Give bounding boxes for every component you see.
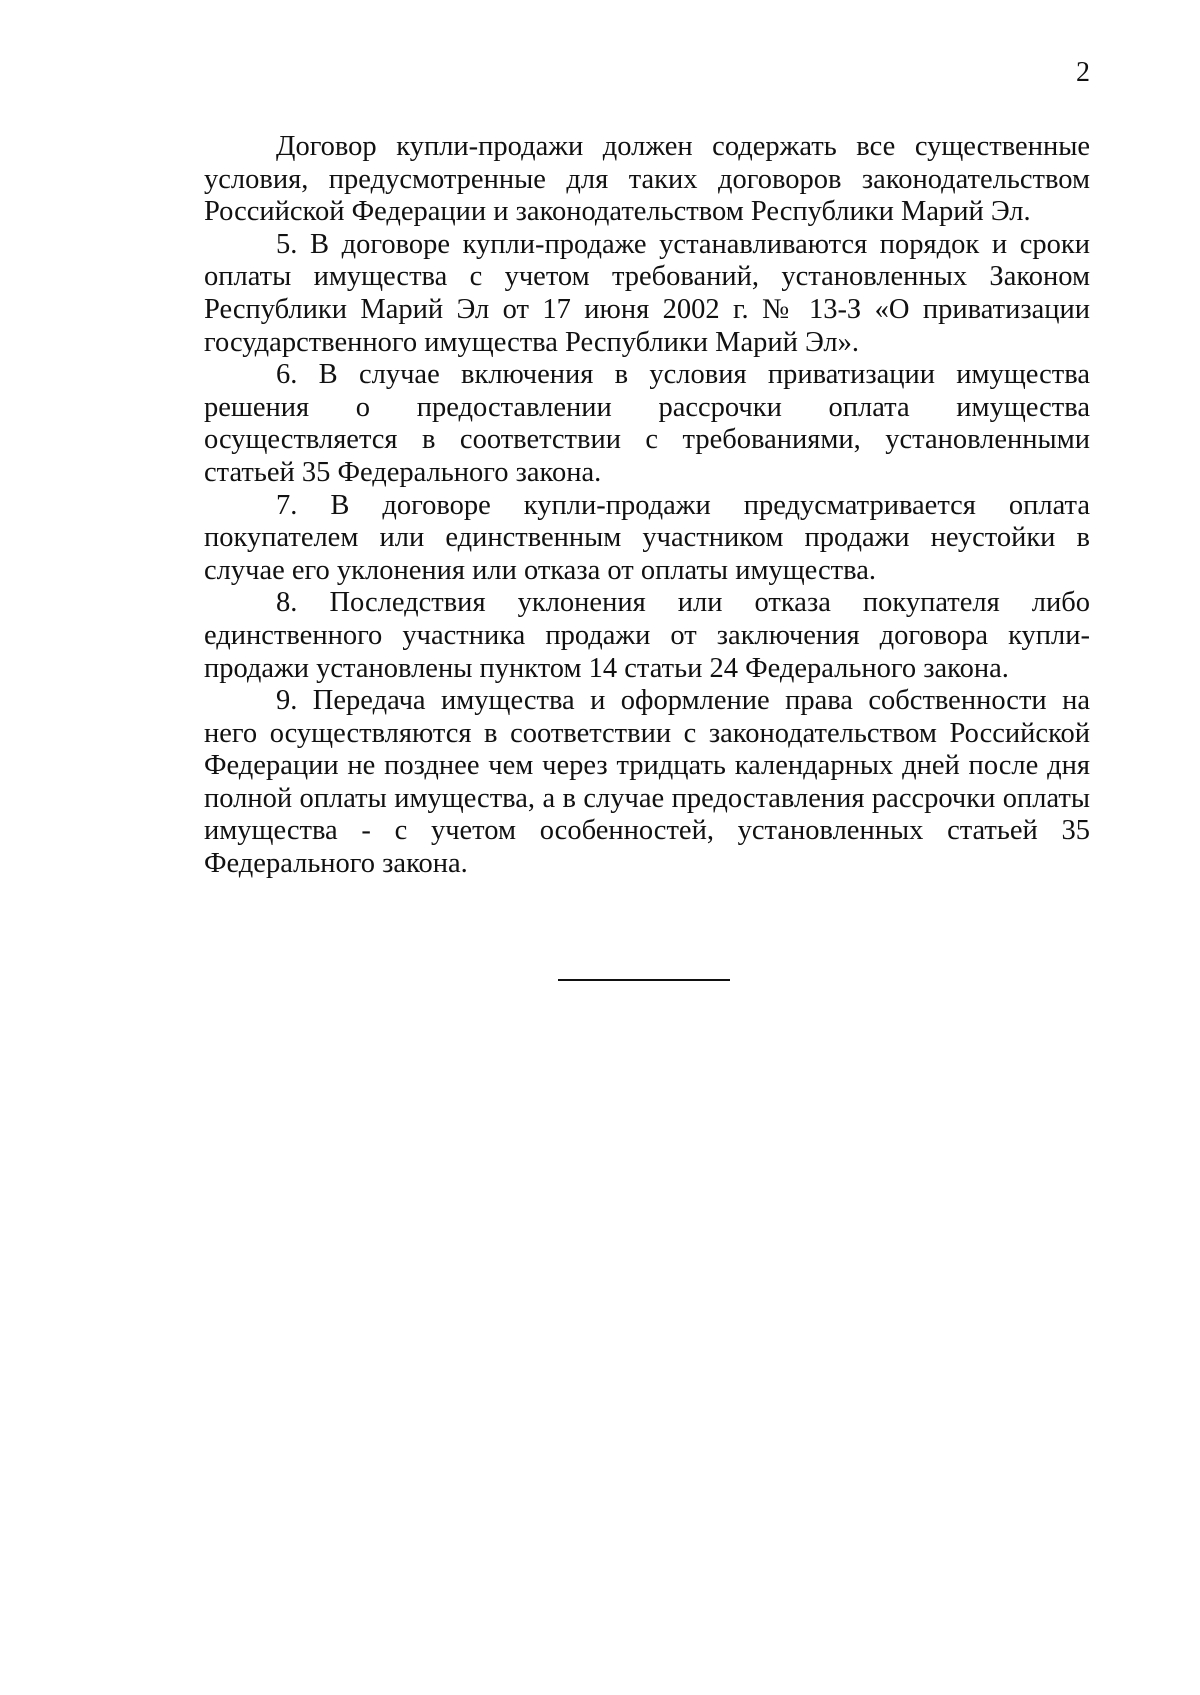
paragraph-item-6: 6. В случае включения в условия приватизации имущества решения о предоставлении рассрочки оплата имущества осуществляется в соответствии с требованиями, установленными статьей 35 Федерального закона. xyxy=(204,359,1090,488)
page-number: 2 xyxy=(1076,57,1090,88)
paragraph-contract-terms: Договор купли-продажи должен содержать все существенные условия, предусмотренные для таких договоров законодательством Российской Федерации и законодательством Республики Марий Эл. xyxy=(204,131,1090,228)
document-body xyxy=(204,131,1090,881)
paragraph-item-7: 7. В договоре купли-продажи предусматривается оплата покупателем или единственным участником продажи неустойки в случае его уклонения или отказа от оплаты имущества. xyxy=(204,489,1090,586)
paragraph-item-9: 9. Передача имущества и оформление права собственности на него осуществляются в соответствии с законодательством Российской Федерации не позднее чем через тридцать календарных дней после дня полной оплаты имущества, а в случае предоставления рассрочки оплаты имущества - с учетом особенностей, установленных статьей 35 Федерального закона. xyxy=(204,685,1090,880)
paragraph-item-5: 5. В договоре купли-продаже устанавливаются порядок и сроки оплаты имущества с учетом требований, установленных Законом Республики Марий Эл от 17 июня 2002 г. № 13-З «О приватизации государственного имущества Республики Марий Эл». xyxy=(204,228,1090,358)
paragraph-item-8: 8. Последствия уклонения или отказа покупателя либо единственного участника продажи от заключения договора купли-продажи установлены пунктом 14 статьи 24 Федерального закона. xyxy=(204,587,1090,684)
end-of-document-rule xyxy=(558,979,730,981)
